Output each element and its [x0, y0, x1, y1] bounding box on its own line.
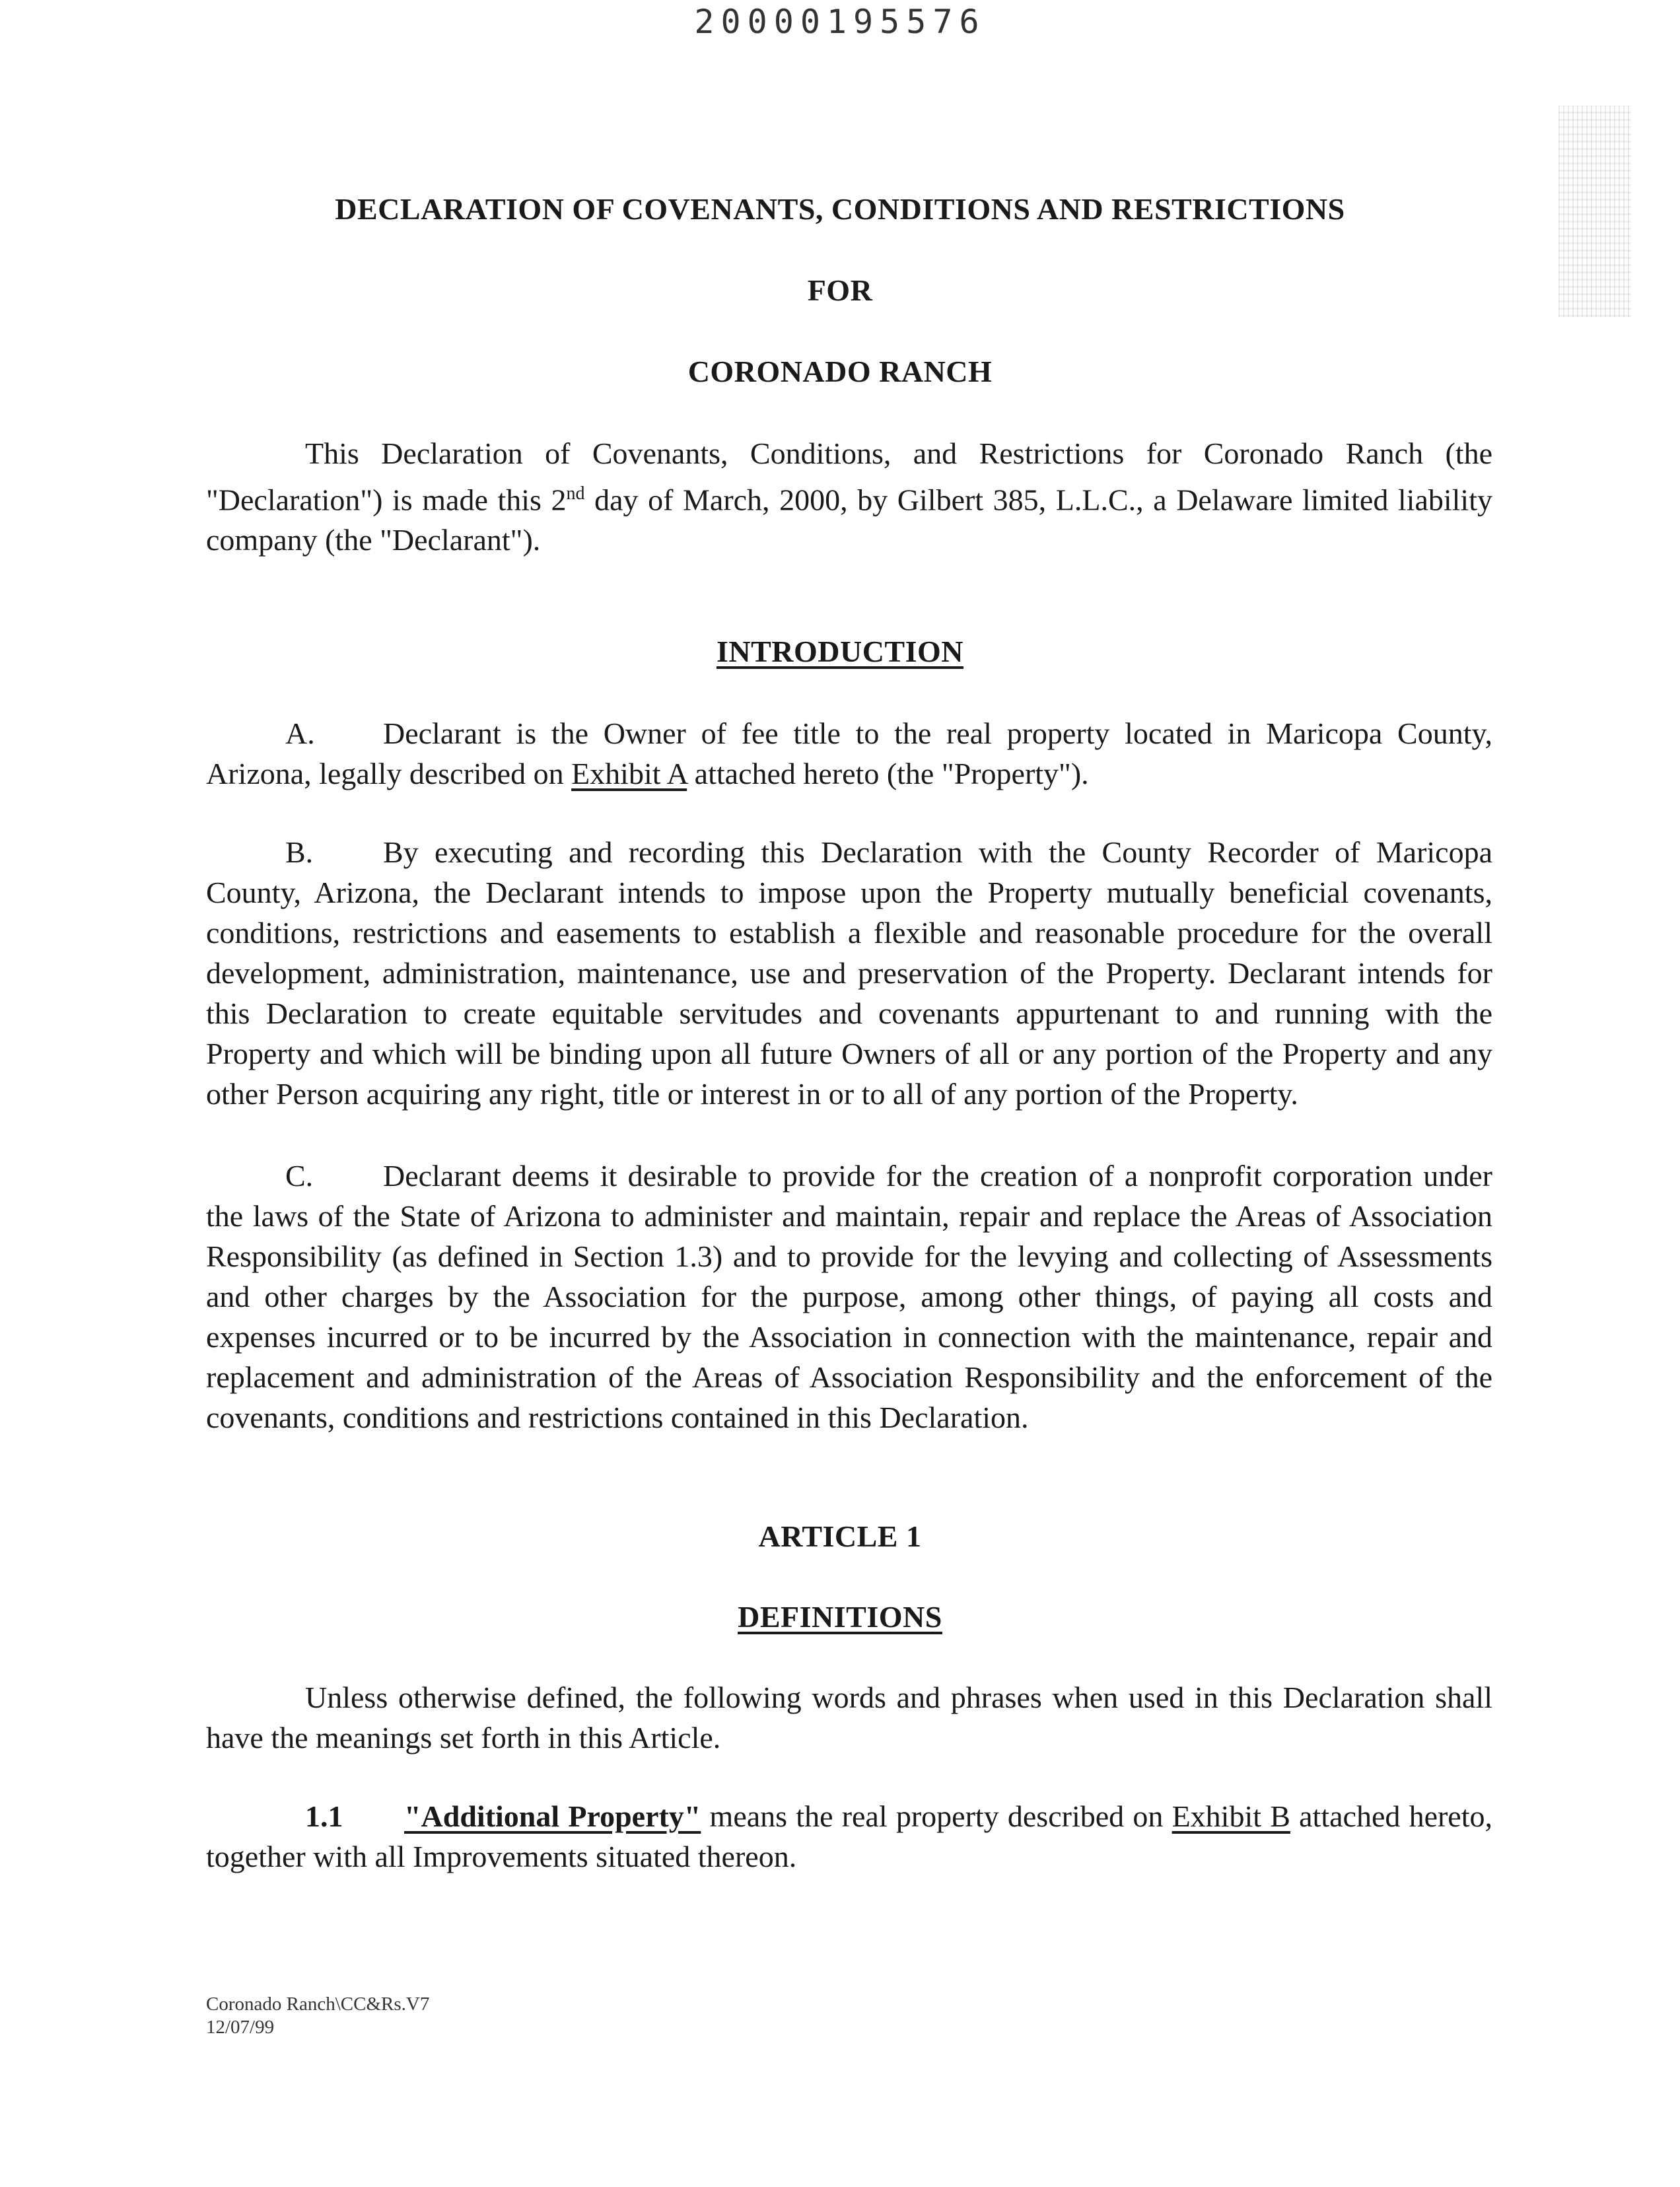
definition-number: 1.1 [305, 1799, 343, 1833]
footer-date: 12/07/99 [206, 2017, 275, 2038]
article-1-heading: ARTICLE 1 [758, 1519, 922, 1553]
paragraph-letter-b: B. [285, 835, 314, 869]
footer-file-reference: Coronado Ranch\CC&Rs.V7 [206, 1994, 430, 2015]
document-title-for: FOR [807, 273, 873, 307]
definition-1-1: 1.1 "Additional Property" means the real property described on Exhibit B attached hereto, together with all Improvements situated thereon. [206, 1796, 1492, 1877]
paragraph-letter-a: A. [285, 716, 315, 750]
exhibit-b-reference: Exhibit B [1172, 1799, 1290, 1833]
document-footer [206, 1993, 429, 2039]
recording-number: 20000195576 [694, 3, 986, 41]
preamble-text-b: day of March, 2000, by Gilbert 385, L.L.C., a Delaware limited liability company (the "Declarant"). [206, 483, 1492, 557]
definitions-heading: DEFINITIONS [738, 1600, 942, 1634]
intro-paragraph-c: C. Declarant deems it desirable to provide for the creation of a nonprofit corporation under the laws of the State of Arizona to administer and maintain, repair and replace the Areas of Association Responsibility (as defined in Section 1.3) and to provide for the levying and collecting of Assessments and other charges by the Association for the purpose, among other things, of paying all costs and expenses incurred or to be incurred by the Association in connection with the maintenance, repair and replacement and administration of the Areas of Association Responsibility and the enforcement of the covenants, conditions and restrictions contained in this Declaration. [206, 1156, 1492, 1438]
preamble-paragraph [206, 433, 1492, 560]
document-title: DECLARATION OF COVENANTS, CONDITIONS AND RESTRICTIONS [335, 192, 1345, 226]
paragraph-letter-c: C. [285, 1159, 314, 1193]
preamble-text-a: This Declaration of Covenants, Conditions, and Restrictions for Coronado Ranch (the "Declaration") is made this 2 [206, 436, 1492, 517]
exhibit-a-reference: Exhibit A [571, 757, 687, 790]
definition-term: "Additional Property" [404, 1799, 701, 1833]
preamble-ordinal-suffix: nd [566, 483, 585, 504]
definitions-intro-paragraph: Unless otherwise defined, the following words and phrases when used in this Declaration shall have the meanings set forth in this Article. [206, 1681, 1492, 1754]
intro-paragraph-b: B. By executing and recording this Declaration with the County Recorder of Maricopa County, Arizona, the Declarant intends to impose upon the Property mutually beneficial covenants, conditions, restrictions and easements to establish a flexible and reasonable procedure for the overall development, administration, maintenance, use and preservation of the Property. Declarant intends for this Declaration to create equitable servitudes and covenants appurtenant to and running with the Property and which will be binding upon all future Owners of all or any portion of the Property and any other Person acquiring any right, title or interest in or to all of any portion of the Property. [206, 832, 1492, 1114]
intro-paragraph-a: A. Declarant is the Owner of fee title to the real property located in Maricopa County, Arizona, legally described on Exhibit A attached hereto (the "Property"). [206, 713, 1492, 794]
document-title-project: CORONADO RANCH [687, 355, 993, 388]
introduction-heading: INTRODUCTION [716, 635, 964, 668]
